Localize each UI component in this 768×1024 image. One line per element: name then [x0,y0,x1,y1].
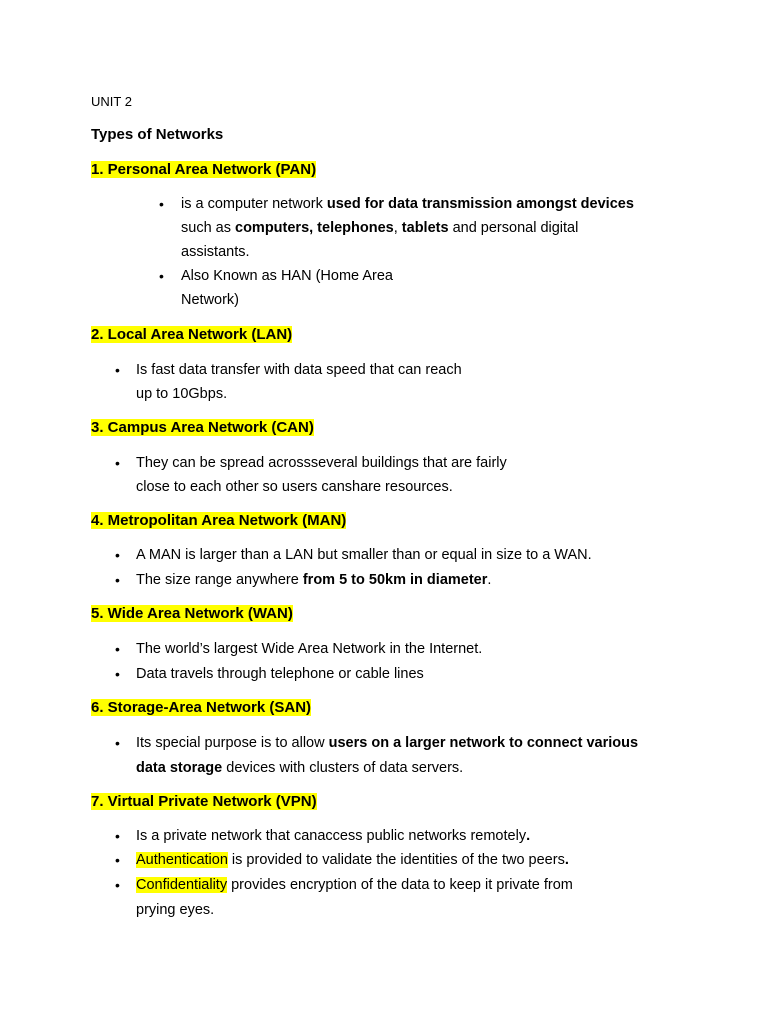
bullet-icon: • [115,666,120,682]
pan-bullet-2-line-1: Also Known as HAN (Home Area [181,268,393,284]
man-bullet-1: A MAN is larger than a LAN but smaller than or equal in size to a WAN. [136,547,592,563]
vpn-bullet-3-line-2: prying eyes. [136,902,215,918]
section-heading-pan [91,160,316,180]
bullet-icon: • [115,852,120,868]
unit-label: UNIT 2 [91,94,132,109]
section-heading-vpn [91,792,317,812]
lan-heading-text: 2. Local Area Network (LAN) [91,326,293,343]
bullet-icon: • [115,455,120,471]
can-bullet-1-line-2: close to each other so users canshare resources. [136,479,453,495]
can-bullet-1-line-1: They can be spread acrossseveral buildings that are fairly [136,455,507,471]
man-bullet-2: The size range anywhere from 5 to 50km in diameter. [136,572,492,588]
bullet-icon: • [115,572,120,588]
wan-bullet-2: Data travels through telephone or cable lines [136,666,424,682]
pan-bullet-1-line-3: assistants. [181,244,250,260]
man-heading-text: 4. Metropolitan Area Network (MAN) [91,512,347,529]
bullet-icon: • [159,196,164,212]
vpn-bullet-1: Is a private network that canaccess public networks remotely. [136,828,531,844]
wan-bullet-1: The world’s largest Wide Area Network in the Internet. [136,641,483,657]
pan-bullet-2-line-2: Network) [181,292,240,308]
san-bullet-1-line-1: Its special purpose is to allow users on a larger network to connect various [136,735,639,751]
bullet-icon: • [115,362,120,378]
bullet-icon: • [115,877,120,893]
doc-title: Types of Networks [91,126,224,143]
lan-bullet-1-line-2: up to 10Gbps. [136,386,228,402]
bullet-icon: • [115,735,120,751]
section-heading-lan [91,325,292,345]
section-heading-man [91,511,346,531]
san-bullet-1-line-2: data storage devices with clusters of data servers. [136,760,464,776]
vpn-heading-text: 7. Virtual Private Network (VPN) [91,793,317,810]
bullet-icon: • [159,268,164,284]
section-heading-wan [91,604,293,624]
bullet-icon: • [115,547,120,563]
authentication-highlight: Authentication [136,852,228,868]
pan-heading-text: 1. Personal Area Network (PAN) [91,161,317,178]
san-heading-text: 6. Storage-Area Network (SAN) [91,699,312,716]
bullet-icon: • [115,828,120,844]
section-heading-san [91,698,311,718]
vpn-bullet-2: Authentication is provided to validate the identities of the two peers. [136,852,569,868]
confidentiality-highlight: Confidentiality [136,877,228,893]
pan-bullet-1-line-2: such as computers, telephones, tablets and personal digital [181,220,579,236]
bullet-icon: • [115,641,120,657]
vpn-bullet-3-line-1: Confidentiality provides encryption of the data to keep it private from [136,877,573,893]
section-heading-can [91,418,314,438]
lan-bullet-1-line-1: Is fast data transfer with data speed that can reach [136,362,462,378]
can-heading-text: 3. Campus Area Network (CAN) [91,419,314,436]
pan-bullet-1-line-1: is a computer network used for data transmission amongst devices [181,196,634,212]
wan-heading-text: 5. Wide Area Network (WAN) [91,605,293,622]
